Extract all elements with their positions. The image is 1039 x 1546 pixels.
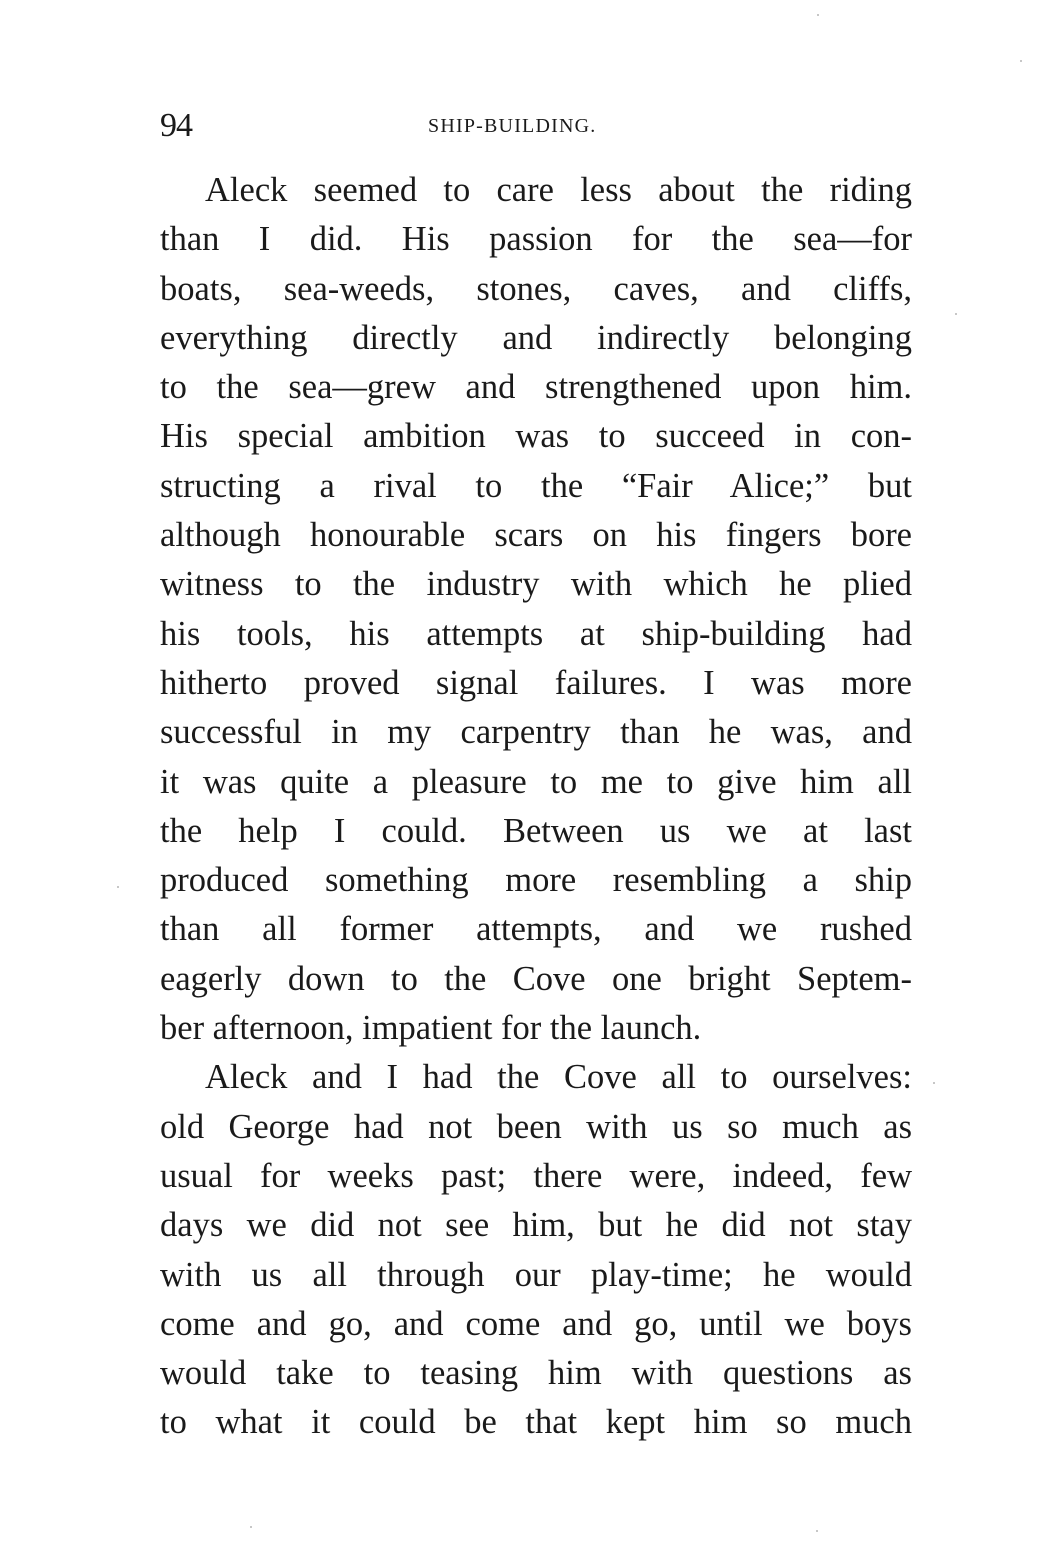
- paper-speck: [933, 1082, 935, 1084]
- text-line: hitherto proved signal failures. I was more: [160, 663, 912, 702]
- text-line: would take to teasing him with questions as: [160, 1354, 912, 1393]
- paper-speck: [817, 14, 819, 16]
- text-line: His special ambition was to succeed in con-: [160, 417, 912, 456]
- text-line: although honourable scars on his fingers bore: [160, 516, 912, 555]
- text-line: ber afternoon, impatient for the launch.: [160, 1009, 702, 1048]
- text-line: Aleck and I had the Cove all to ourselves:: [205, 1058, 912, 1097]
- text-line: produced something more resembling a ship: [160, 861, 912, 900]
- text-line: boats, sea-weeds, stones, caves, and cliffs,: [160, 269, 912, 308]
- text-line: structing a rival to the “Fair Alice;” but: [160, 466, 912, 505]
- paper-speck: [117, 886, 119, 888]
- text-line: usual for weeks past; there were, indeed, few: [160, 1156, 912, 1195]
- text-line: come and go, and come and go, until we boys: [160, 1304, 912, 1343]
- paragraph-2: [160, 1053, 912, 1447]
- text-line: successful in my carpentry than he was, and: [160, 713, 912, 752]
- running-title: SHIP-BUILDING.: [428, 115, 597, 137]
- text-line: to what it could be that kept him so much: [160, 1403, 912, 1442]
- text-line: than all former attempts, and we rushed: [160, 910, 912, 949]
- paper-speck: [816, 1530, 818, 1532]
- text-line: eagerly down to the Cove one bright Septem-: [160, 959, 912, 998]
- body-text: [160, 166, 912, 1448]
- running-head: [160, 104, 912, 148]
- page-number: 94: [160, 107, 192, 144]
- paper-speck: [955, 313, 957, 315]
- text-line: everything directly and indirectly belonging: [160, 318, 912, 357]
- text-line: with us all through our play-time; he would: [160, 1255, 912, 1294]
- paragraph-1: [160, 166, 912, 1053]
- text-line: Aleck seemed to care less about the riding: [205, 171, 912, 209]
- text-line: the help I could. Between us we at last: [160, 811, 912, 850]
- text-line: days we did not see him, but he did not stay: [160, 1206, 912, 1245]
- text-line: witness to the industry with which he plied: [160, 565, 912, 604]
- text-line: his tools, his attempts at ship-building had: [160, 614, 912, 653]
- text-line: than I did. His passion for the sea—for: [160, 220, 912, 259]
- paper-speck: [1020, 60, 1022, 62]
- text-line: old George had not been with us so much as: [160, 1107, 912, 1146]
- paper-speck: [250, 1526, 252, 1528]
- text-line: to the sea—grew and strengthened upon him.: [160, 368, 912, 407]
- text-line: it was quite a pleasure to me to give him all: [160, 762, 912, 801]
